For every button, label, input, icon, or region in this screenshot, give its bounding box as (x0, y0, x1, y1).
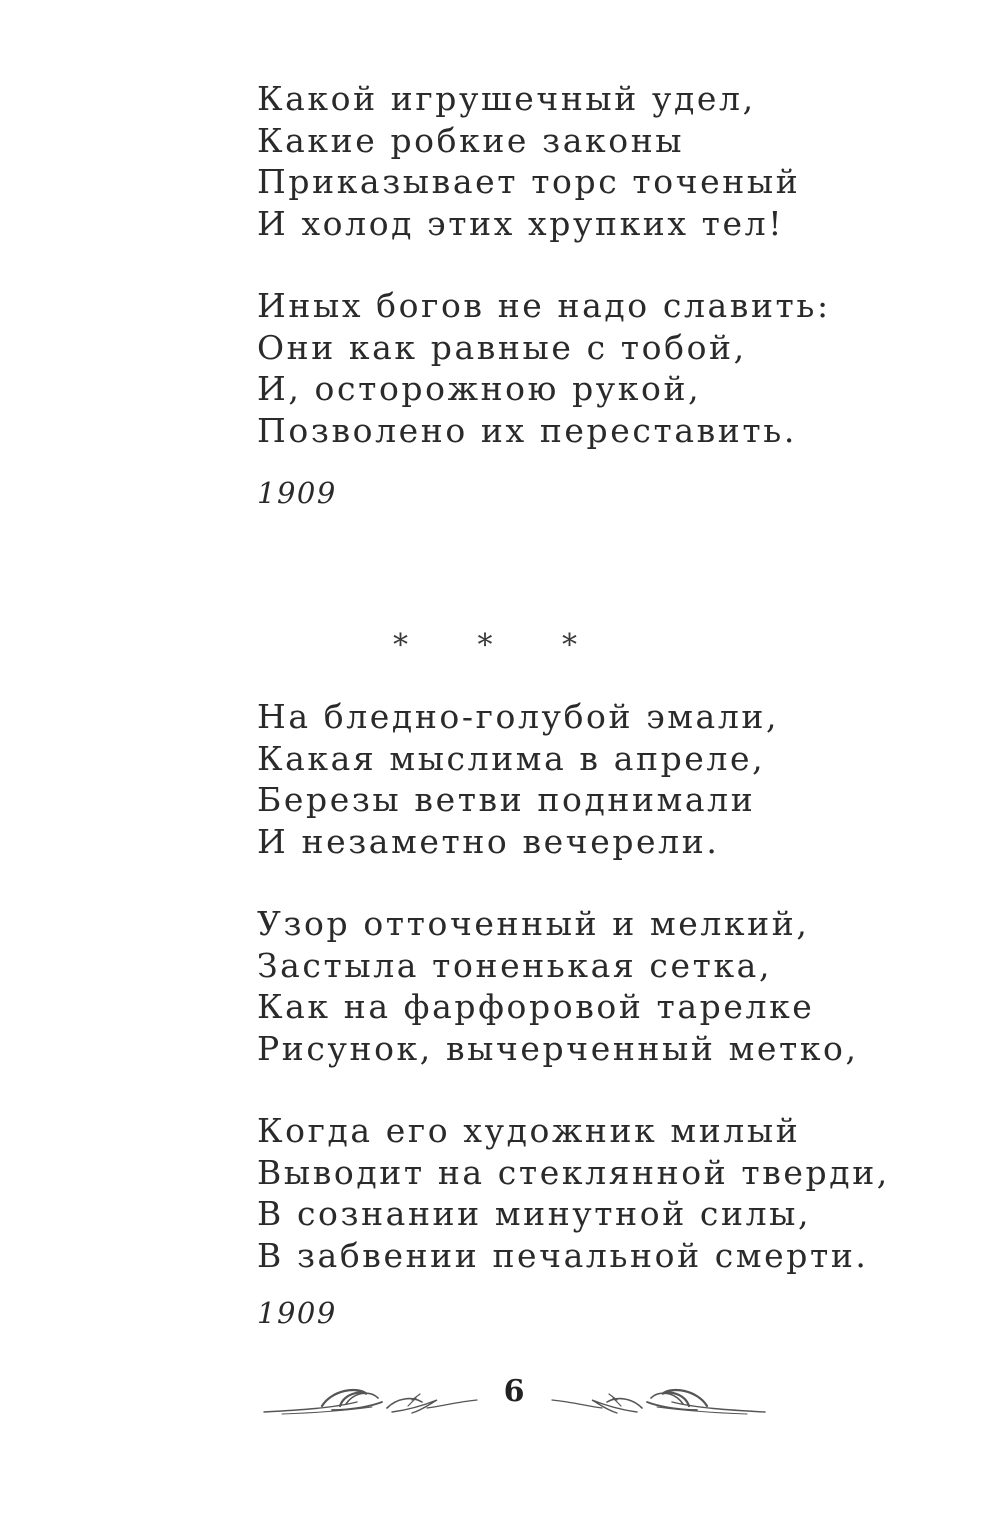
poem-line: И холод этих хрупких тел! (257, 203, 785, 243)
poem-2-stanza-1 (257, 696, 890, 862)
poem-line: Иных богов не надо славить: (257, 286, 831, 325)
poem-2 (257, 696, 890, 1276)
poem-line: Застыла тоненькая сетка, (257, 945, 773, 985)
poem-line: Как на фарфоровой тарелке (257, 987, 815, 1026)
poem-line: Приказывает торс точеный (257, 162, 801, 201)
page-number: 6 (503, 1374, 525, 1409)
poem-2-year: 1909 (257, 1296, 337, 1330)
poem-line: В забвении печальной смерти. (257, 1235, 869, 1275)
poem-line: Узор отточенный и мелкий, (257, 904, 810, 943)
poem-line: И незаметно вечерели. (257, 821, 720, 861)
poem-line: Выводит на стеклянной тверди, (257, 1152, 890, 1192)
poem-line: Какие робкие законы (257, 120, 685, 160)
poem-line: Какая мыслима в апреле, (257, 738, 766, 778)
poem-2-stanza-2 (257, 903, 890, 1069)
poem-1-stanza-1 (257, 78, 831, 244)
poem-1-year: 1909 (257, 476, 337, 510)
poem-line: На бледно-голубой эмали, (257, 697, 780, 736)
poem-line: Какой игрушечный удел, (257, 79, 756, 118)
poem-line: Они как равные с тобой, (257, 327, 747, 367)
poem-line: В сознании минутной силы, (257, 1194, 812, 1233)
poem-line: Рисунок, вычерченный метко, (257, 1028, 859, 1068)
poem-1-stanza-2 (257, 285, 831, 451)
poem-line: Когда его художник милый (257, 1111, 801, 1150)
poem-line: Позволено их переставить. (257, 410, 797, 450)
poem-line: И, осторожною рукой, (257, 369, 702, 408)
section-separator: * * * (392, 628, 608, 663)
poem-line: Березы ветви поднимали (257, 780, 756, 819)
poem-1 (257, 78, 831, 451)
right-flourish-icon (545, 1380, 767, 1420)
page-footer (0, 1368, 1000, 1428)
poem-2-stanza-3 (257, 1110, 890, 1276)
